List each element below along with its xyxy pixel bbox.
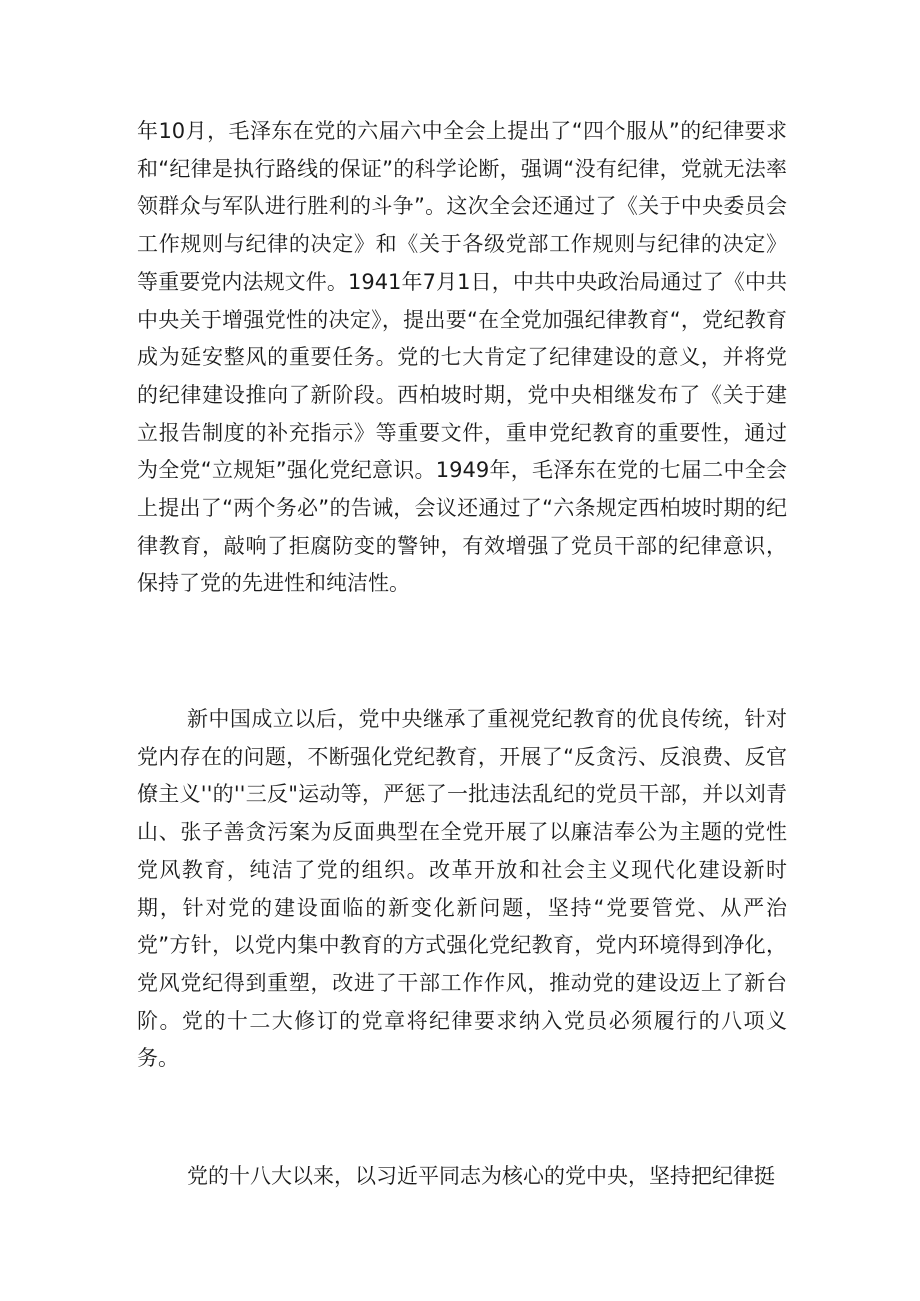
paragraph-3: 党的十八大以来，以习近平同志为核心的党中央，坚持把纪律挺 bbox=[187, 1164, 775, 1188]
paragraph-2: 新中国成立以后，党中央继承了重视党纪教育的优良传统，针对党内存在的问题，不断强化党纪教育，开展了“反贪污、反浪费、反官僚主义''的''三反"运动等，严惩了一批违法乱纪的党员干部，并以刘青山、张子善贪污案为反面典型在全党开展了以廉洁奉公为主题的党性党风教育，纯洁了党的组织。改革开放和社会主义现代化建设新时期，针对党的建设面临的新变化新问题，坚持“党要管党、从严治党”方针，以党内集中教育的方式强化党纪教育，党内环境得到净化，党风党纪得到重塑，改进了干部工作作风，推动党的建设迈上了新台阶。党的十二大修订的党章将纪律要求纳入党员必须履行的八项义务。 bbox=[137, 707, 787, 1071]
paragraph-1: 年10月，毛泽东在党的六届六中全会上提出了“四个服从”的纪律要求和“纪律是执行路线的保证”的科学论断，强调“没有纪律，党就无法率领群众与军队进行胜利的斗争”。这次全会还通过了《关于中央委员会工作规则与纪律的决定》和《关于各级党部工作规则与纪律的决定》等重要党内法规文件。1941年7月1日，中共中央政治局通过了《中共中央关于增强党性的决定》，提出要“在全党加强纪律教育“，党纪教育成为延安整风的重要任务。党的七大肯定了纪律建设的意义，并将党的纪律建设推向了新阶段。西柏坡时期，党中央相继发布了《关于建立报告制度的补充指示》等重要文件，重申党纪教育的重要性，通过为全党“立规矩”强化党纪意识。1949年，毛泽东在党的七届二中全会上提出了“两个务必”的告诫，会议还通过了“六条规定西柏坡时期的纪律教育，敲响了拒腐防变的警钟，有效增强了党员干部的纪律意识，保持了党的先进性和纯洁性。 bbox=[137, 119, 787, 596]
